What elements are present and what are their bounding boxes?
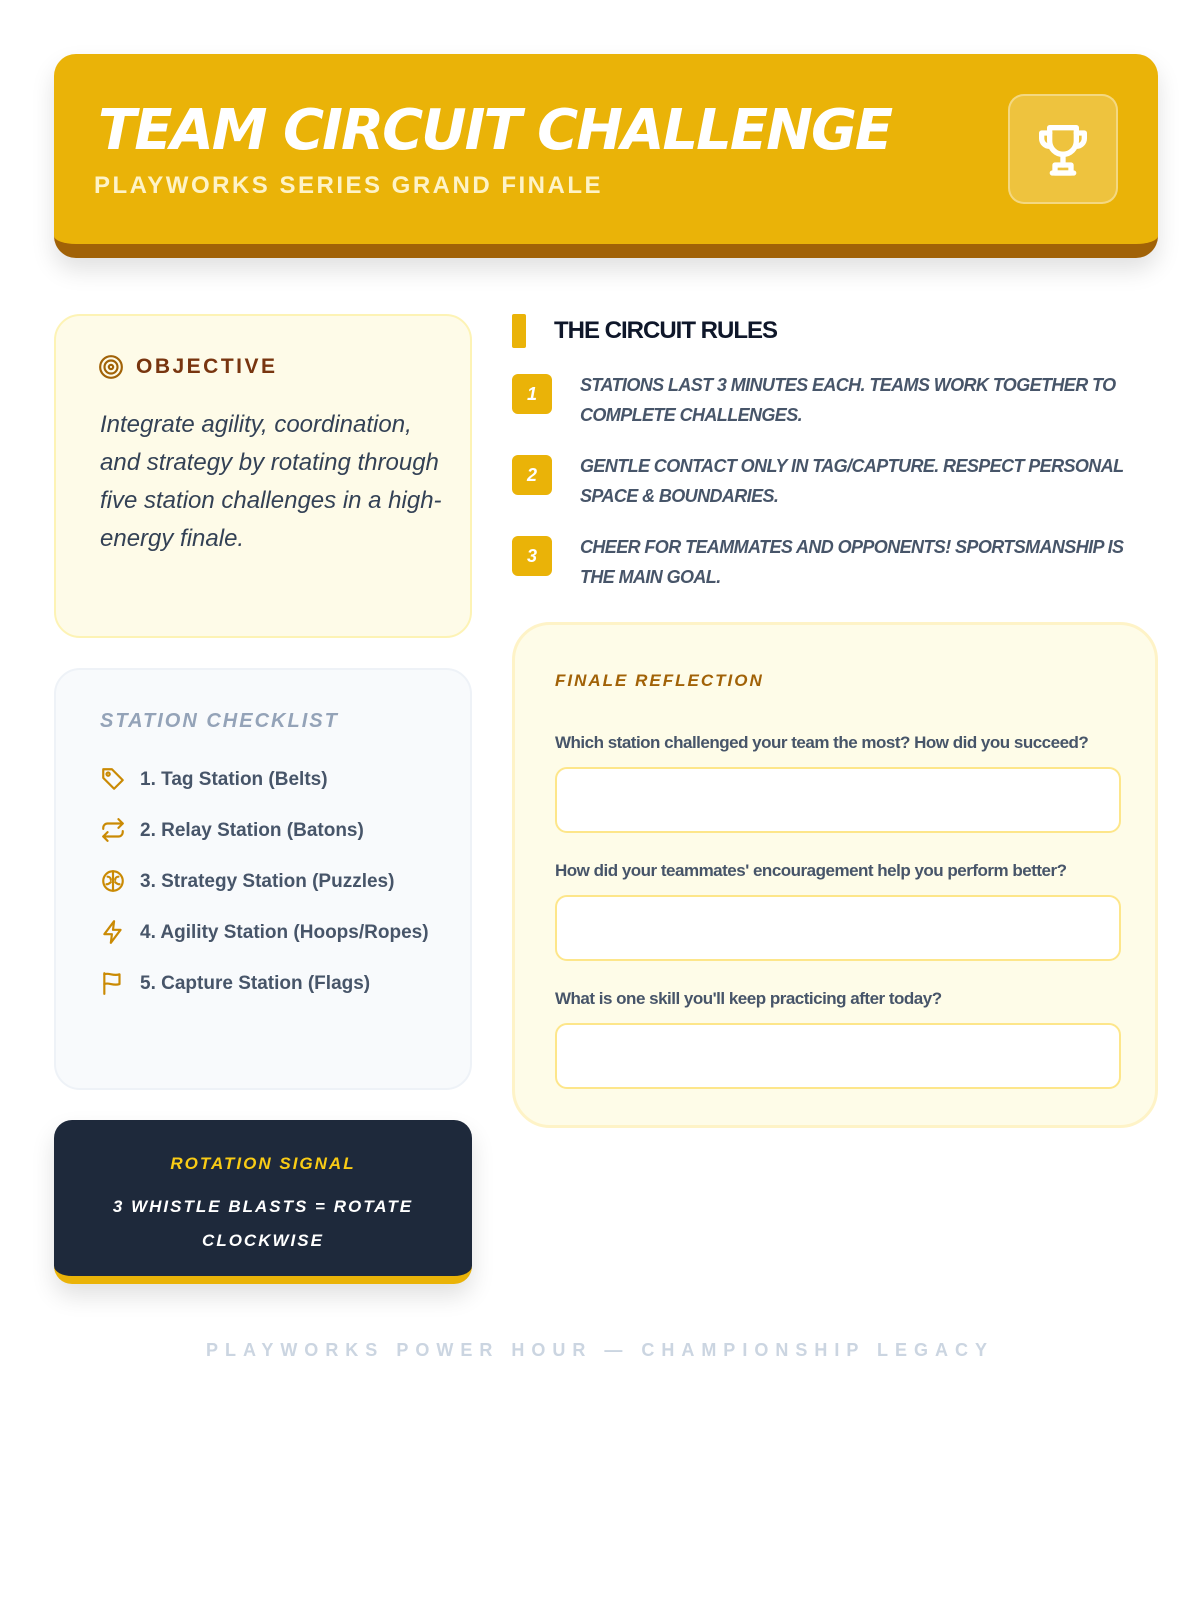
repeat-arrows-icon [100,817,126,843]
rule-item [512,374,1132,430]
checklist-item [100,970,440,1001]
checklist-item-label: 5. Capture Station (Flags) [140,973,371,994]
checklist-item [100,766,440,797]
checklist-item-label: 1. Tag Station (Belts) [140,769,328,790]
rule-item [512,536,1132,592]
reflection-answer-input[interactable] [555,767,1121,833]
target-icon [98,354,124,380]
brain-icon [100,868,126,894]
rule-item [512,455,1132,511]
reflection-question: How did your teammates' encouragement help you perform better? [555,861,1067,880]
flag-icon [100,970,126,996]
objective-card [54,314,472,638]
reflection-answer-input[interactable] [555,895,1121,961]
tag-icon [100,766,126,792]
checklist-item [100,817,440,848]
checklist-item [100,868,440,899]
checklist [100,766,440,1021]
objective-heading [98,354,278,380]
rule-number: 1 [512,374,552,414]
header-banner [54,54,1158,258]
lightning-icon [100,919,126,945]
rule-text: GENTLE CONTACT ONLY IN TAG/CAPTURE. RESPECT PERSONAL SPACE & BOUNDARIES. [580,456,1124,506]
reflection-answer-input[interactable] [555,1023,1121,1089]
reflection-question: What is one skill you'll keep practicing after today? [555,989,942,1008]
reflection-title: FINALE REFLECTION [555,671,764,690]
trophy-icon [1031,117,1095,181]
trophy-badge [1008,94,1118,204]
rule-text: CHEER FOR TEAMMATES AND OPPONENTS! SPORTSMANSHIP IS THE MAIN GOAL. [580,537,1124,587]
objective-text: Integrate agility, coordination, and strategy by rotating through five station challenges in a high-energy finale. [100,411,442,552]
footer-text: PLAYWORKS POWER HOUR — CHAMPIONSHIP LEGACY [205,1340,995,1360]
checklist-item-label: 4. Agility Station (Hoops/Ropes) [140,922,429,943]
rotation-signal-card [54,1120,472,1284]
signal-title: ROTATION SIGNAL [170,1154,356,1173]
checklist-item [100,919,440,950]
rules-title: THE CIRCUIT RULES [554,317,777,344]
objective-label: OBJECTIVE [136,355,278,378]
page-title: TEAM CIRCUIT CHALLENGE [98,98,892,163]
rule-number: 3 [512,536,552,576]
checklist-item-label: 3. Strategy Station (Puzzles) [140,871,395,892]
reflection-question: Which station challenged your team the most? How did you succeed? [555,733,1089,752]
finale-reflection-card [512,622,1158,1128]
rules-accent-bar [512,314,526,348]
checklist-title: STATION CHECKLIST [100,710,339,732]
checklist-item-label: 2. Relay Station (Batons) [140,820,364,841]
rule-number: 2 [512,455,552,495]
page-subtitle: PLAYWORKS SERIES GRAND FINALE [94,172,603,199]
station-checklist-card [54,668,472,1090]
rule-text: STATIONS LAST 3 MINUTES EACH. TEAMS WORK TOGETHER TO COMPLETE CHALLENGES. [580,375,1116,425]
signal-text: 3 WHISTLE BLASTS = ROTATE CLOCKWISE [112,1197,414,1250]
